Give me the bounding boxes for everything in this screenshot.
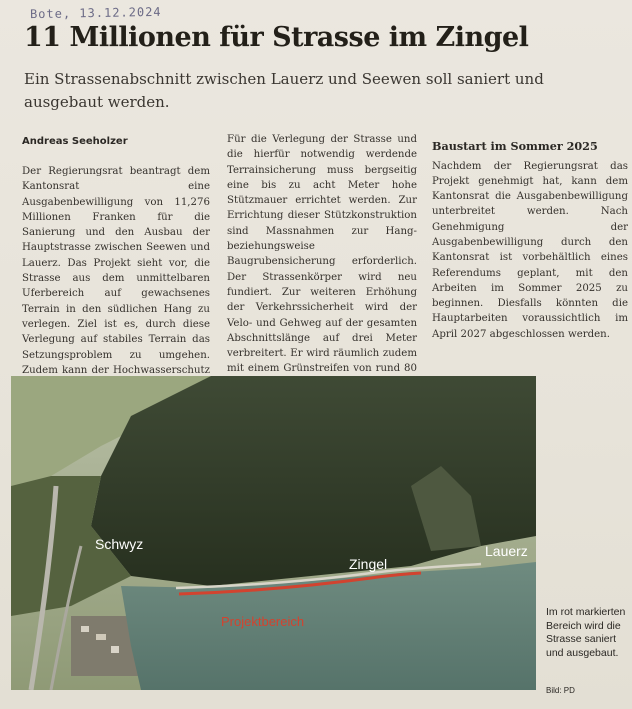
label-schwyz: Schwyz bbox=[95, 536, 144, 552]
article-author: Andreas Seeholzer bbox=[22, 136, 128, 147]
paragraph-2: Für die Verlegung der Strasse und die hierfür notwendig werdende Terrainsicherung muss bergseitig eine bis zu acht Meter hohe Stützmauer errichtet werden. Zur Errichtung dieser Stützkonstruktion sind Massnahmen zur Hang- beziehungsweise Baugrubensicherung erforderlich. Der Strassenkörper wird neu fundiert. Zur weiteren Erhöhung der Verkehrssicherheit wird der Velo- und Gehweg auf der gesamten Abschnittslänge auf drei Meter verbreitert. Er wird räumlich zudem mit einem Grünstreifen von rund 80 bbox=[227, 134, 417, 375]
label-zingel: Zingel bbox=[349, 556, 388, 572]
article-headline: 11 Millionen für Strasse im Zingel bbox=[24, 22, 529, 53]
photo-caption: Im rot markierten Bereich wird die Strasse saniert und ausgebaut. bbox=[546, 606, 626, 659]
paragraph-3: Nachdem der Regierungsrat das Projekt genehmigt hat, kann dem Kantonsrat die Ausgabenbewilligung unterbreitet werden. Nach Genehmigung der Ausgabenbewilligung durch den Kantonsrat ist vorbehältlich eines Referendums geplant, mit den Arbeiten im Sommer 2025 zu beginnen. Diesfalls könnten die Hauptarbeiten voraussichtlich im April 2027 abgeschlossen werden. bbox=[432, 160, 628, 340]
label-project-area: Projektbereich bbox=[221, 614, 305, 629]
label-lauerz: Lauerz bbox=[485, 543, 528, 559]
article-lead: Ein Strassenabschnitt zwischen Lauerz und Seewen soll saniert und ausgebaut werden. bbox=[24, 70, 544, 111]
aerial-photo bbox=[11, 376, 536, 690]
article-column-3 bbox=[432, 132, 628, 342]
article-subheading: Baustart im Sommer 2025 bbox=[432, 139, 598, 153]
handwritten-date-note: Bote, 13.12.2024 bbox=[29, 4, 162, 22]
photo-credit: Bild: PD bbox=[546, 686, 575, 695]
paragraph-1: Der Regierungsrat beantragt dem Kantonsrat eine Ausgabenbewilligung von 11,276 Millionen Franken für die Sanierung und den Ausbau der Hauptstrasse zwischen Seewen und Lauerz. Das Projekt sieht vor, die Strasse aus dem unmittelbaren Uferbereich auf gewachsenes Terrain in den südlichen Hang zu verlegen. Ziel ist es, durch diese Verlegung auf stabiles Terrain das Setzungsproblem zu umgehen. Zudem kann der Hochwasserschutz bbox=[22, 166, 210, 376]
